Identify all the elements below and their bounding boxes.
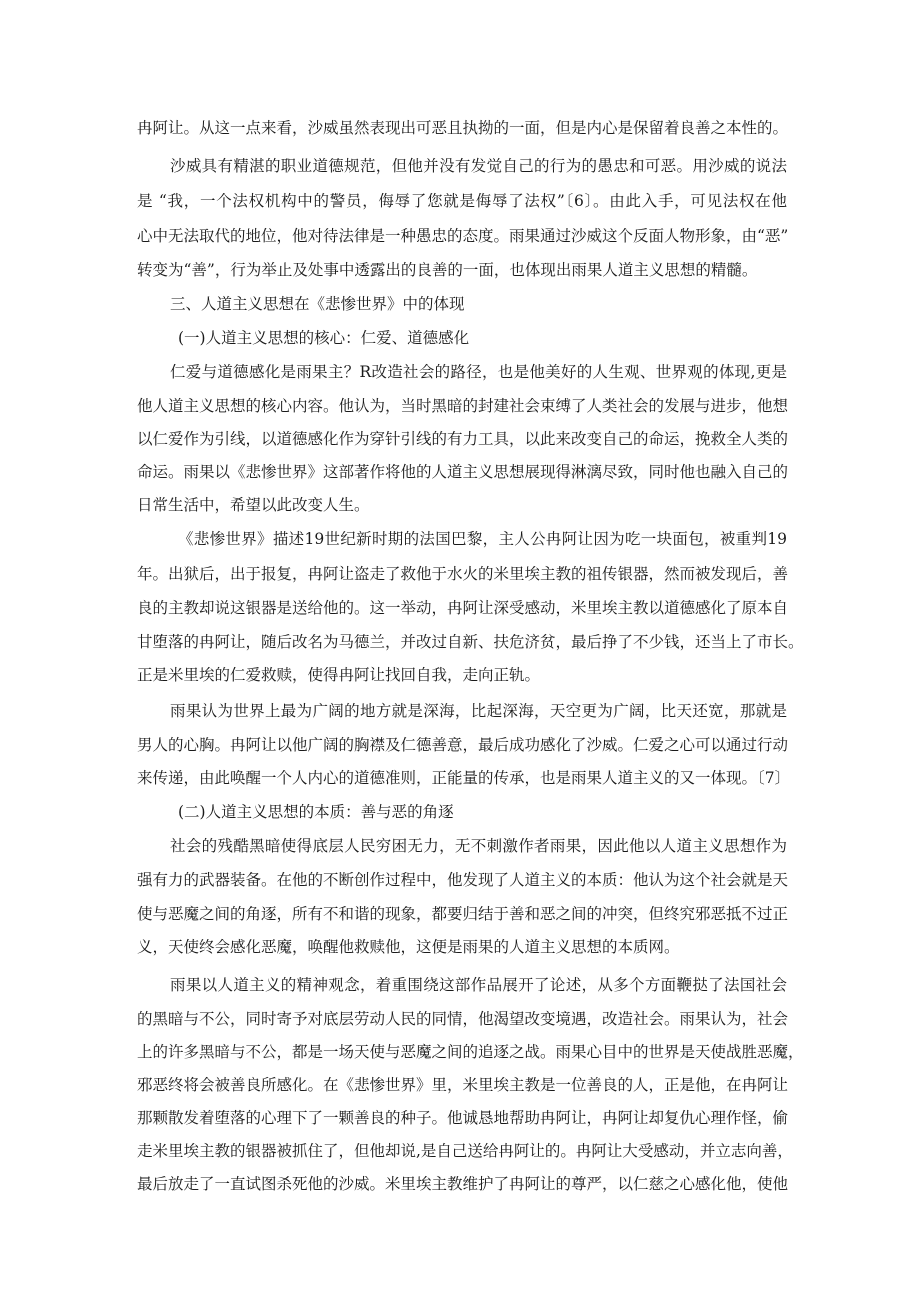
text-line: 甘堕落的冉阿让，随后改名为马德兰，并改过自新、扶危济贫，最后挣了不少钱，还当上了市长。 — [137, 633, 804, 651]
subsection-heading: (一)人道主义思想的核心：仁爱、道德感化 — [178, 329, 470, 347]
text-line: 使与恶魔之间的角逐，所有不和谐的现象，都要归结于善和恶之间的冲突，但终究邪恶抵不过正 — [137, 905, 789, 923]
subsection-heading: (二)人道主义思想的本质：善与恶的角逐 — [178, 803, 454, 821]
paragraph-first-line: 雨果认为世界上最为广阔的地方就是深海，比起深海，天空更为广阔，比天还宽，那就是 — [170, 702, 787, 720]
text-line: 邪恶终将会被善良所感化。在《悲惨世界》里，米里埃主教是一位善良的人，正是他，在冉阿让 — [137, 1076, 789, 1094]
paragraph-first-line: 沙威具有精湛的职业道德规范，但他并没有发觉自己的行为的愚忠和可恶。用沙威的说法 — [170, 157, 787, 175]
text-line: 那颗散发着堕落的心理下了一颗善良的种子。他诚恳地帮助冉阿让，冉阿让却复仇心理作怪，偷 — [137, 1109, 789, 1127]
section-heading: 三、人道主义思想在《悲惨世界》中的体现 — [170, 295, 465, 313]
text-line: 来传递，由此唤醒一个人内心的道德准则，正能量的传承，也是雨果人道主义的又一体现。〔7〕 — [137, 769, 791, 787]
text-line: 最后放走了一直试图杀死他的沙威。米里埃主教维护了冉阿让的尊严，以仁慈之心感化他，使他 — [137, 1175, 789, 1193]
text-line: 上的许多黑暗与不公，都是一场天使与恶魔之间的追逐之战。雨果心目中的世界是天使战胜恶魔， — [137, 1043, 804, 1061]
text-line: 命运。雨果以《悲惨世界》这部著作将他的人道主义思想展现得淋漓尽致，同时他也融入自己的 — [137, 463, 789, 481]
text-line: 是 “我，一个法权机构中的警员，侮辱了您就是侮辱了法权”〔6〕。由此入手，可见法权在他 — [137, 192, 787, 210]
text-line: 以仁爱作为引线，以道德感化作为穿针引线的有力工具，以此来改变自己的命运，挽救全人类的 — [137, 430, 789, 448]
text-line: 正是米里埃的仁爱救赎，使得冉阿让找回自我，走向正轨。 — [137, 666, 541, 684]
text-line: 日常生活中，希望以此改变人生。 — [137, 496, 370, 514]
paragraph-first-line: 《悲惨世界》描述19世纪新时期的法国巴黎，主人公冉阿让因为吃一块面包，被重判19 — [178, 530, 787, 548]
text-line: 义，天使终会感化恶魔，唤醒他救赎他，这便是雨果的人道主义思想的本质网。 — [137, 938, 680, 956]
text-line: 强有力的武器装备。在他的不断创作过程中，他发现了人道主义的本质：他认为这个社会就是天 — [137, 871, 789, 889]
text-line: 的黑暗与不公，同时寄予对底层劳动人民的同情，他渴望改变境遇，改造社会。雨果认为，社会 — [137, 1010, 789, 1028]
text-line: 良的主教却说这银器是送给他的。这一举动，冉阿让深受感动，米里埃主教以道德感化了原本自 — [137, 599, 789, 617]
text-line: 走米里埃主教的银器被抓住了，但他却说,是自己送给冉阿让的。冉阿让大受感动，并立志向善， — [137, 1142, 793, 1160]
paragraph-first-line: 社会的残酷黑暗使得底层人民穷困无力，无不刺激作者雨果，因此他以人道主义思想作为 — [170, 837, 787, 855]
text-line: 男人的心胸。冉阿让以他广阔的胸襟及仁德善意，最后成功感化了沙威。仁爱之心可以通过行动 — [137, 736, 789, 754]
text-line: 年。出狱后，出于报复，冉阿让盗走了救他于水火的米里埃主教的祖传银器，然而被发现后，善 — [137, 565, 789, 583]
text-line: 心中无法取代的地位，他对待法律是一种愚忠的态度。雨果通过沙威这个反面人物形象，由“恶” — [137, 227, 789, 245]
text-line: 他人道主义思想的核心内容。他认为，当时黑暗的封建社会束缚了人类社会的发展与进步，他想 — [137, 397, 789, 415]
text-line: 转变为“善”，行为举止及处事中透露出的良善的一面，也体现出雨果人道主义思想的精髓。 — [137, 261, 758, 279]
paragraph-first-line: 仁爱与道德感化是雨果主？R改造社会的路径，也是他美好的人生观、世界观的体现,更是 — [170, 363, 787, 381]
text-line: 冉阿让。从这一点来看，沙威虽然表现出可恶且执拗的一面，但是内心是保留着良善之本性的。 — [137, 119, 789, 137]
paragraph-first-line: 雨果以人道主义的精神观念，着重围绕这部作品展开了论述，从多个方面鞭挞了法国社会 — [170, 976, 787, 994]
